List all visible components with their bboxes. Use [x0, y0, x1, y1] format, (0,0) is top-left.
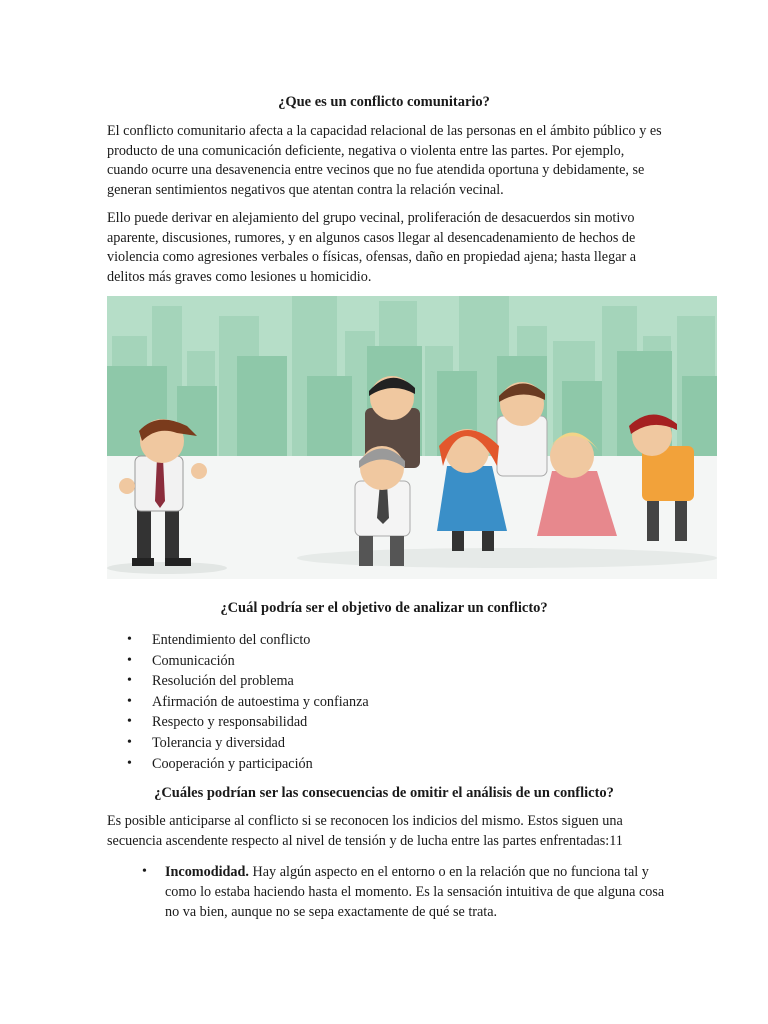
list-item: • Comunicación [107, 651, 369, 672]
paragraph-definition: El conflicto comunitario afecta a la capacidad relacional de las personas en el ámbito público y es producto de una comunicación deficiente, negativa o violenta entre las partes. Por ejemplo, cuando ocurre una desavenencia entre vecinos que no fue atendida oportuna y debidamente, se generan sentimientos negativos que atentan contra la relación vecinal. [107, 123, 662, 198]
heading-consequences: ¿Cuáles podrían ser las consecuencias de omitir el análisis de un conflicto? [154, 785, 614, 801]
list-item: • Cooperación y participación [107, 754, 369, 775]
list-item: • Resolución del problema [107, 671, 369, 692]
list-item: • Respecto y responsabilidad [107, 712, 369, 733]
consequence-text: Hay algún aspecto en el entorno o en la relación que no funciona tal y como lo estaba haciendo hasta el momento. Es la sensación intuitiva de que alguna cosa no va bien, aunque no se sepa exactamente de qué se trata. [165, 864, 665, 920]
paragraph-consequences-violence: Ello puede derivar en alejamiento del grupo vecinal, proliferación de desacuerdos sin motivo aparente, discusiones, rumores, y en algunos casos llegar al desencadenamiento de hechos de violencia como agresiones verbales o físicas, ofensas, daño en propiedad ajena; hasta llegar a delitos más graves como lesiones u homicidio. [107, 210, 637, 285]
list-item: • Tolerancia y diversidad [107, 733, 369, 754]
objectives-list [107, 630, 369, 774]
heading-what-is-conflict: ¿Que es un conflicto comunitario? [278, 94, 490, 110]
paragraph-anticipation: Es posible anticiparse al conflicto si se reconocen los indicios del mismo. Estos siguen una secuencia ascendente respecto al nivel de tensión y de lucha entre las partes enfrentadas:11 [107, 813, 623, 849]
bullet-dot: • [142, 864, 147, 879]
consequence-term: Incomodidad. [165, 864, 249, 880]
list-item: • Entendimiento del conflicto [107, 630, 369, 651]
list-item: • Afirmación de autoestima y confianza [107, 692, 369, 713]
heading-objective: ¿Cuál podría ser el objetivo de analizar un conflicto? [220, 600, 548, 616]
conflict-illustration [107, 296, 717, 579]
consequence-item [165, 862, 665, 922]
